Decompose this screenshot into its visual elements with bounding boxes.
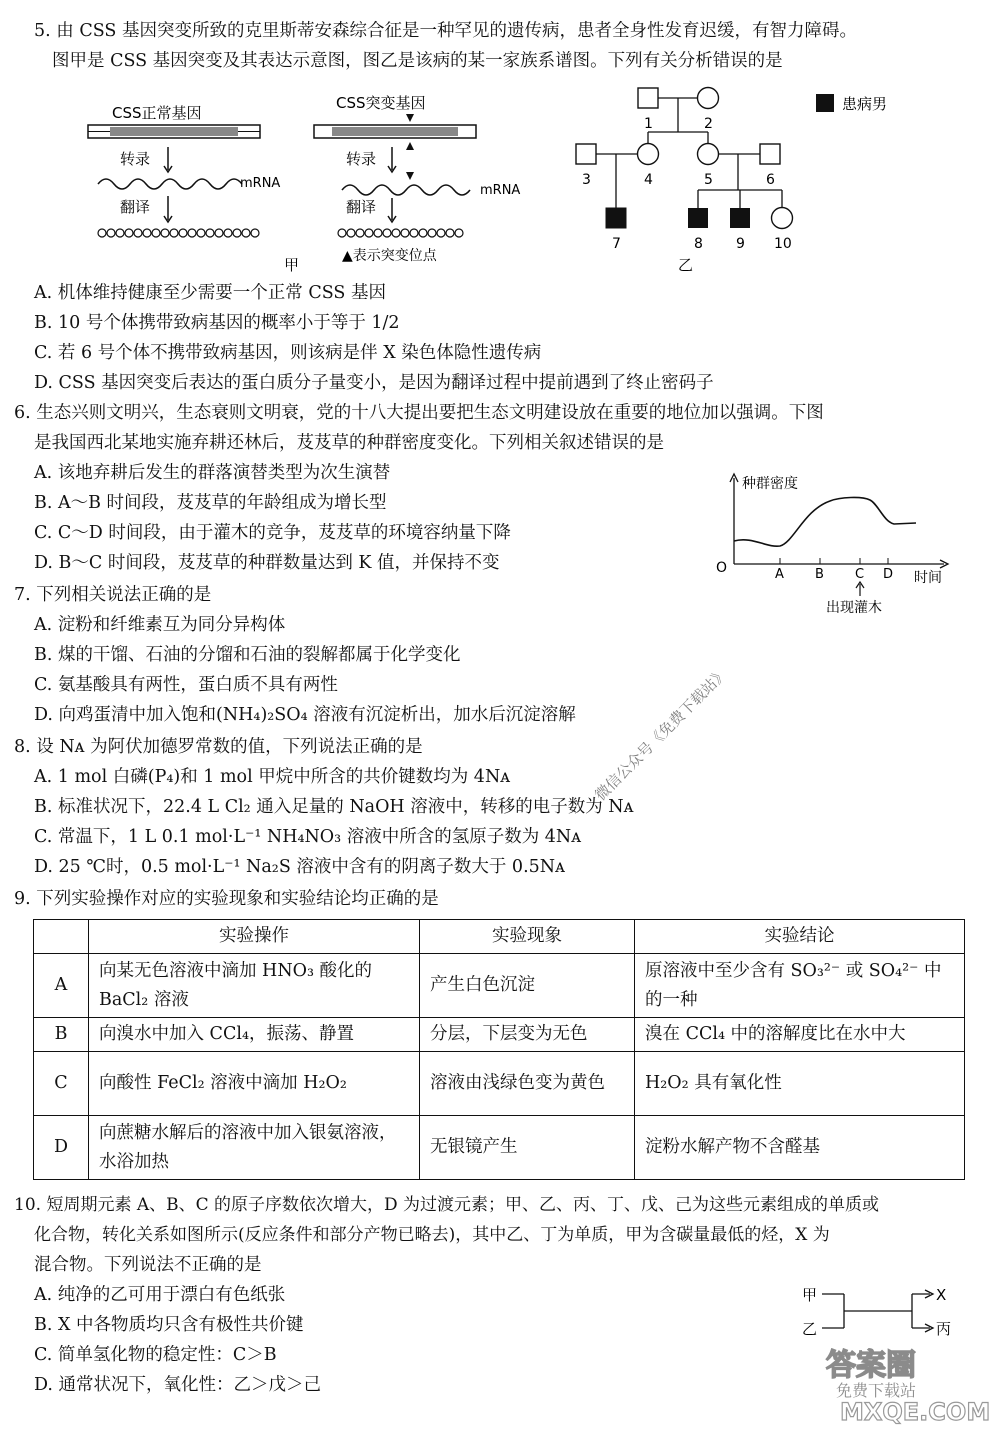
amino-acid-bead <box>356 229 364 237</box>
diagram-input-jia: 甲 <box>802 1286 818 1304</box>
pedigree-legend: 患病男 <box>842 95 888 113</box>
row-label: C <box>34 1052 89 1116</box>
q5-stem-line1: 5. 由 CSS 基因突变所致的克里斯蒂安森综合征是一种罕见的遗传病，患者全身性发育迟缓，有智力障碍。 <box>34 21 857 41</box>
q10-option-d: D. 通常状况下，氧化性：乙＞戊＞己 <box>34 1375 322 1395</box>
q7-stem: 7. 下列相关说法正确的是 <box>14 585 212 605</box>
chart-xlabel: 时间 <box>914 570 942 586</box>
amino-acid-bead <box>98 229 106 237</box>
table-header-phenomenon: 实验现象 <box>420 920 635 954</box>
chart-origin: O <box>716 560 728 576</box>
amino-acid-bead <box>365 229 373 237</box>
q7-option-a: A. 淀粉和纤维素互为同分异构体 <box>34 615 286 635</box>
q5-option-c: C. 若 6 号个体不携带致病基因，则该病是伴 X 染色体隐性遗传病 <box>34 343 542 363</box>
table-row <box>34 1018 965 1052</box>
amino-acid-bead <box>206 229 214 237</box>
diagonal-watermark: 微信公众号《免费下载站》 <box>591 664 732 805</box>
logo-sub-watermark: 免费下载站 <box>836 1381 917 1400</box>
q10-option-c: C. 简单氢化物的稳定性：C＞B <box>34 1345 277 1365</box>
figure-jia-caption: 甲 <box>284 256 300 274</box>
conclusion-cell: H₂O₂ 具有氧化性 <box>635 1052 965 1116</box>
chart-tick-c: C <box>855 567 865 582</box>
phenomenon-cell: 溶液由浅绿色变为黄色 <box>420 1052 635 1116</box>
q8-option-a: A. 1 mol 白磷(P₄)和 1 mol 甲烷中所含的共价键数均为 4Nᴀ <box>34 767 511 787</box>
q6-density-chart <box>712 468 962 618</box>
pedigree-label-8: 8 <box>694 236 703 252</box>
amino-acid-bead <box>125 229 133 237</box>
q6-option-a: A. 该地弃耕后发生的群落演替类型为次生演替 <box>34 463 391 483</box>
q10-conversion-diagram <box>800 1282 970 1346</box>
table-row <box>34 1052 965 1116</box>
operation-cell: 向某无色溶液中滴加 HNO₃ 酸化的 BaCl₂ 溶液 <box>89 954 420 1018</box>
amino-acid-bead <box>215 229 223 237</box>
amino-acid-bead <box>251 229 259 237</box>
chart-tick-a: A <box>775 567 784 582</box>
mutation-note: ▲表示突变位点 <box>342 248 437 264</box>
q6-option-c: C. C～D 时间段，由于灌木的竞争，芨芨草的环境容纳量下降 <box>34 523 511 543</box>
diagram-output-bing: 丙 <box>936 1320 952 1338</box>
amino-acid-bead <box>419 229 427 237</box>
q7-option-b: B. 煤的干馏、石油的分馏和石油的裂解都属于化学变化 <box>34 645 461 665</box>
q8-stem: 8. 设 Nᴀ 为阿伏加德罗常数的值，下列说法正确的是 <box>14 737 423 757</box>
q5-figure-jia <box>80 92 521 274</box>
q5-pedigree-yi <box>568 80 898 280</box>
pedigree-label-7: 7 <box>612 236 621 252</box>
pedigree-label-3: 3 <box>582 172 591 188</box>
pedigree-label-4: 4 <box>644 172 653 188</box>
amino-acid-bead <box>161 229 169 237</box>
amino-acid-bead <box>188 229 196 237</box>
operation-cell: 向蔗糖水解后的溶液中加入银氨溶液，水浴加热 <box>89 1116 420 1180</box>
translation-label-1: 翻译 <box>120 198 151 216</box>
q8-option-d: D. 25 ℃时，0.5 mol·L⁻¹ Na₂S 溶液中含有的阴离子数大于 0.5Nᴀ <box>34 857 565 877</box>
amino-acid-bead <box>107 229 115 237</box>
operation-cell: 向酸性 FeCl₂ 溶液中滴加 H₂O₂ <box>89 1052 420 1116</box>
q9-stem: 9. 下列实验操作对应的实验现象和实验结论均正确的是 <box>14 889 439 909</box>
diagram-input-yi: 乙 <box>802 1320 818 1338</box>
table-row <box>34 1116 965 1180</box>
q5-option-b: B. 10 号个体携带致病基因的概率小于等于 1/2 <box>34 313 400 333</box>
q7-option-d: D. 向鸡蛋清中加入饱和(NH₄)₂SO₄ 溶液有沉淀析出，加水后沉淀溶解 <box>34 705 576 725</box>
translation-label-2: 翻译 <box>346 198 377 216</box>
row-label: B <box>34 1018 89 1052</box>
amino-acid-bead <box>446 229 454 237</box>
phenomenon-cell: 分层，下层变为无色 <box>420 1018 635 1052</box>
amino-acid-bead <box>338 229 346 237</box>
pedigree-label-10: 10 <box>774 236 792 252</box>
q6-option-d: D. B～C 时间段，芨芨草的种群数量达到 K 值，并保持不变 <box>34 553 500 573</box>
operation-cell: 向溴水中加入 CCl₄，振荡、静置 <box>89 1018 420 1052</box>
table-header-blank <box>34 920 89 954</box>
table-header-row <box>34 920 965 954</box>
q6-stem-line1: 6. 生态兴则文明兴，生态衰则文明衰，党的十八大提出要把生态文明建设放在重要的地位加以强调。下图 <box>14 403 824 423</box>
q6-stem-line2: 是我国西北某地实施弃耕还林后，芨芨草的种群密度变化。下列相关叙述错误的是 <box>34 433 664 453</box>
transcription-label-2: 转录 <box>346 150 377 168</box>
amino-acid-bead <box>233 229 241 237</box>
q5-option-d: D. CSS 基因突变后表达的蛋白质分子量变小，是因为翻译过程中提前遇到了终止密码子 <box>34 373 714 393</box>
amino-acid-bead <box>383 229 391 237</box>
table-row <box>34 954 965 1018</box>
q6-option-b: B. A～B 时间段，芨芨草的年龄组成为增长型 <box>34 493 387 513</box>
q10-option-b: B. X 中各物质均只含有极性共价键 <box>34 1315 304 1335</box>
q9-experiment-table <box>33 919 965 1180</box>
phenomenon-cell: 产生白色沉淀 <box>420 954 635 1018</box>
mutant-gene-label: CSS突变基因 <box>336 94 426 112</box>
q5-stem-line2: 图甲是 CSS 基因突变及其表达示意图，图乙是该病的某一家族系谱图。下列有关分析错误的是 <box>52 51 783 71</box>
amino-acid-bead <box>224 229 232 237</box>
amino-acid-bead <box>197 229 205 237</box>
amino-acid-bead <box>410 229 418 237</box>
phenomenon-cell: 无银镜产生 <box>420 1116 635 1180</box>
amino-acid-bead <box>242 229 250 237</box>
pedigree-label-5: 5 <box>704 172 713 188</box>
amino-acid-bead <box>143 229 151 237</box>
pedigree-label-1: 1 <box>644 116 653 132</box>
q5-option-a: A. 机体维持健康至少需要一个正常 CSS 基因 <box>34 283 386 303</box>
q10-stem-line3: 混合物。下列说法不正确的是 <box>34 1255 262 1275</box>
amino-acid-bead <box>152 229 160 237</box>
q10-option-a: A. 纯净的乙可用于漂白有色纸张 <box>34 1285 286 1305</box>
q10-stem-line2: 化合物，转化关系如图所示(反应条件和部分产物已略去)，其中乙、丁为单质，甲为含碳量最低的烃，X 为 <box>34 1225 830 1245</box>
amino-acid-bead <box>179 229 187 237</box>
q7-option-c: C. 氨基酸具有两性，蛋白质不具有两性 <box>34 675 338 695</box>
q8-option-c: C. 常温下，1 L 0.1 mol·L⁻¹ NH₄NO₃ 溶液中所含的氢原子数为 4Nᴀ <box>34 827 582 847</box>
q10-stem-line1: 10. 短周期元素 A、B、C 的原子序数依次增大，D 为过渡元素；甲、乙、丙、丁、戊、己为这些元素组成的单质或 <box>14 1195 880 1215</box>
diagram-output-x: X <box>936 1286 947 1304</box>
logo-watermark: 答案圈 <box>826 1348 916 1383</box>
q8-option-b: B. 标准状况下，22.4 L Cl₂ 通入足量的 NaOH 溶液中，转移的电子数为 Nᴀ <box>34 797 634 817</box>
row-label: D <box>34 1116 89 1180</box>
amino-acid-bead <box>428 229 436 237</box>
site-watermark: MXQE.COM <box>840 1398 991 1426</box>
conclusion-cell: 淀粉水解产物不含醛基 <box>635 1116 965 1180</box>
normal-gene-label: CSS正常基因 <box>112 104 202 122</box>
table-header-conclusion: 实验结论 <box>635 920 965 954</box>
amino-acid-bead <box>392 229 400 237</box>
table-header-operation: 实验操作 <box>89 920 420 954</box>
amino-acid-bead <box>347 229 355 237</box>
amino-acid-bead <box>455 229 463 237</box>
chart-annotation: 出现灌木 <box>826 600 882 616</box>
amino-acid-bead <box>116 229 124 237</box>
figure-yi-caption: 乙 <box>678 256 694 274</box>
mrna-label-1: mRNA <box>240 176 281 191</box>
conclusion-cell: 原溶液中至少含有 SO₃²⁻ 或 SO₄²⁻ 中的一种 <box>635 954 965 1018</box>
chart-tick-b: B <box>815 567 824 582</box>
chart-tick-d: D <box>883 567 894 582</box>
amino-acid-bead <box>374 229 382 237</box>
mrna-label-2: mRNA <box>480 183 521 198</box>
amino-acid-bead <box>437 229 445 237</box>
pedigree-label-6: 6 <box>766 172 775 188</box>
pedigree-label-2: 2 <box>704 116 713 132</box>
chart-ylabel: 种群密度 <box>742 476 798 492</box>
transcription-label-1: 转录 <box>120 150 151 168</box>
amino-acid-bead <box>134 229 142 237</box>
conclusion-cell: 溴在 CCl₄ 中的溶解度比在水中大 <box>635 1018 965 1052</box>
amino-acid-bead <box>170 229 178 237</box>
row-label: A <box>34 954 89 1018</box>
pedigree-label-9: 9 <box>736 236 745 252</box>
amino-acid-bead <box>401 229 409 237</box>
